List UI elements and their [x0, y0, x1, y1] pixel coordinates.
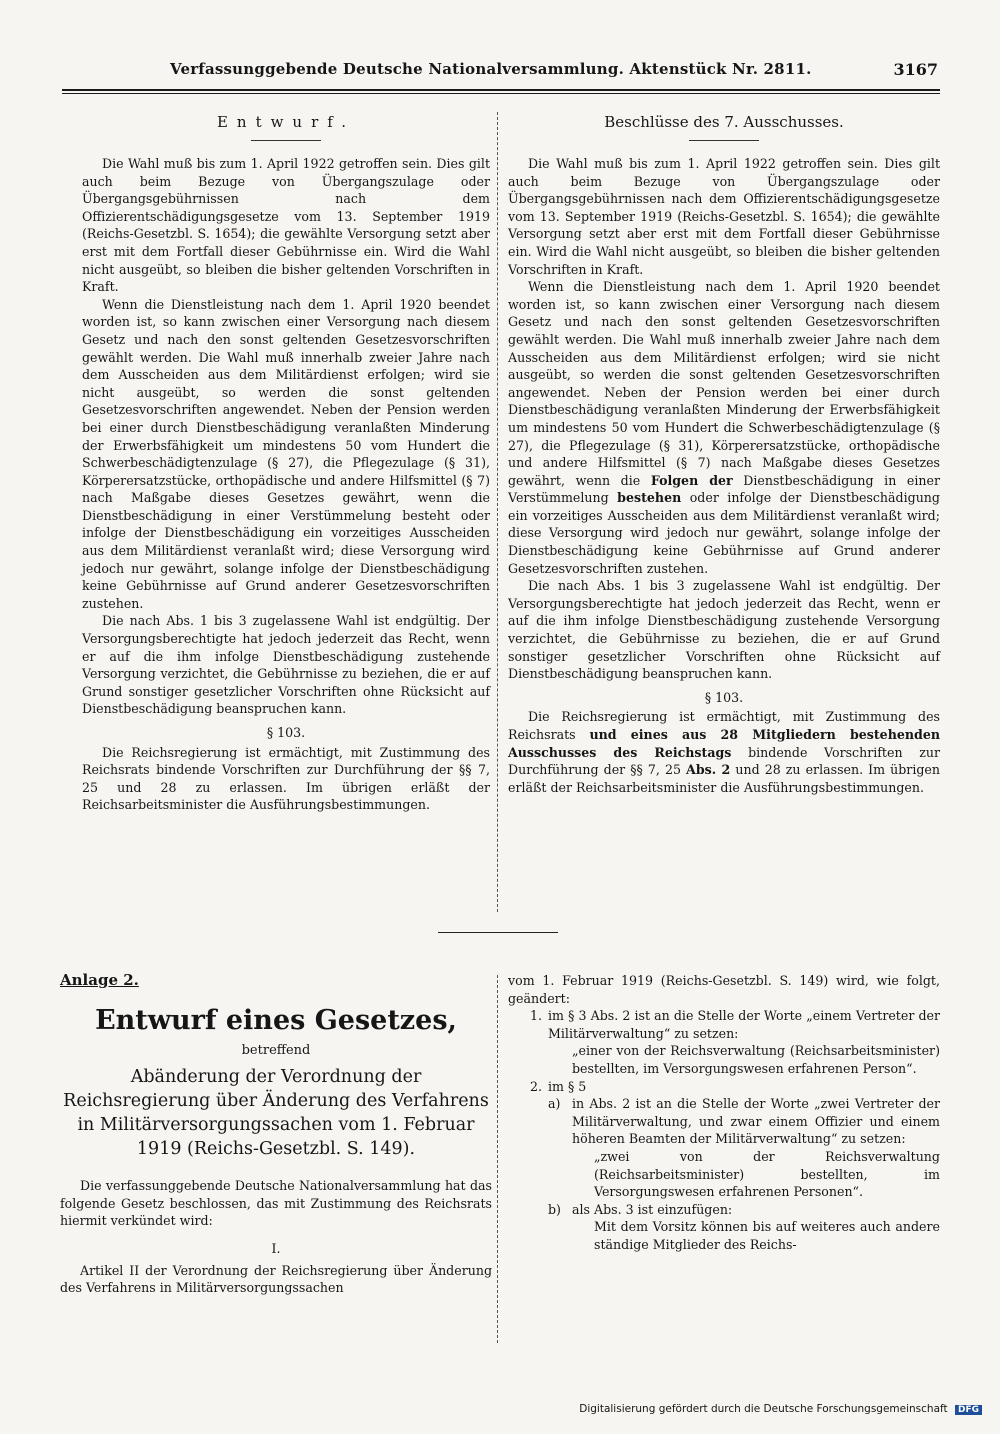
text-run: oder infolge der Dienstbeschädigung ein vorzeitiges Ausscheiden aus dem Militärdienst veranlaßt wird; diese Versorgung wird jedoch nur gewährt, solange infolge der Dienstbeschädigung keine Gebührnisse auf Grund anderer Gesetzesvorschriften zustehen. — [508, 490, 940, 576]
highlighted-change: Abs. 2 — [686, 762, 731, 778]
law-item-2a — [508, 1095, 940, 1148]
column-separator — [497, 112, 498, 912]
header-rule-thin — [62, 93, 940, 94]
text-run: Wenn die Dienstleistung nach dem 1. April 1920 beendet worden ist, so kann zwischen einer Versorgung nach diesem Gesetz und nach den sonst geltenden Gesetzesvorschriften gewählt werden. Die Wahl muß innerhalb zweier Jahre nach dem Ausscheiden aus dem Militärdienst erfolgen; wird sie nicht ausgeübt, so werden die sonst geltenden Gesetzesvorschriften angewendet. Neben der Pension werden bei einer durch Dienstbeschädigung veranlaßten Minderung der Erwerbsfähigkeit um mindestens 50 vom Hundert die Schwerbeschädigtenzulage (§ 27), die Pflegezulage (§ 31), Körperersatzstücke, orthopädische und andere Hilfsmittel (§ 7) nach Maßgabe dieses Gesetzes gewährt, wenn die — [508, 279, 940, 488]
header-rule — [62, 89, 940, 91]
anlage-intro: Die verfassunggebende Deutsche Nationalversammlung hat das folgende Gesetz beschlossen, das mit Zustimmung des Reichsrats hiermit verkündet wird: — [60, 1178, 492, 1229]
law-item-1 — [508, 1007, 940, 1042]
item-text: im § 3 Abs. 2 ist an die Stelle der Worte „einem Vertreter der Militärverwaltung“ zu setzen: — [548, 1008, 940, 1041]
law-item-1-quote: „einer von der Reichsverwaltung (Reichsarbeitsminister) bestellten, im Versorgungswesen erfahrenen Person“. — [572, 1043, 940, 1076]
center-divider-rule — [438, 932, 558, 933]
item-text: in Abs. 2 ist an die Stelle der Worte „zwei Vertreter der Militärverwaltung, und zwar einem Offizier und einem höheren Beamten der Militärverwaltung“ zu setzen: — [572, 1096, 940, 1147]
digitization-footer — [579, 1403, 982, 1415]
right-section-heading: § 103. — [704, 689, 744, 705]
page-number: 3167 — [893, 60, 938, 79]
law-item-2a-quote: „zwei von der Reichsverwaltung (Reichsarbeitsminister) bestellten, im Versorgungswesen erfahrenen Personen“. — [594, 1148, 940, 1200]
left-column-title: Entwurf. — [216, 113, 356, 131]
item-number: a) — [548, 1096, 561, 1112]
highlighted-change: und eines aus 28 Mitgliedern bestehenden Ausschusses des Reichstags — [508, 727, 940, 760]
anlage-label: Anlage 2. — [60, 971, 139, 989]
highlighted-change: bestehen — [617, 490, 682, 506]
text-run: bindende Vorschriften zur Durchführung der §§ 7, 25 — [508, 744, 940, 778]
text-run: Die Reichsregierung ist ermächtigt, mit Zustimmung des Reichsrats — [508, 709, 940, 742]
header-title: Verfassunggebende Deutsche Nationalversammlung. Aktenstück Nr. 2811. — [170, 60, 812, 78]
dfg-logo: DFG — [955, 1405, 982, 1415]
right-section-text — [508, 708, 940, 796]
footer-text: Digitalisierung gefördert durch die Deutsche Forschungsgemeinschaft — [579, 1403, 948, 1415]
left-paragraph-2: Wenn die Dienstleistung nach dem 1. April 1920 beendet worden ist, so kann zwischen einer Versorgung nach diesem Gesetz und nach den sonst geltenden Gesetzesvorschriften gewählt werden. Die Wahl muß innerhalb zweier Jahre nach dem Ausscheiden aus dem Militärdienst erfolgen; wird sie nicht ausgeübt, so werden die sonst geltenden Gesetzesvorschriften angewendet. Neben der Pension werden bei einer durch Dienstbeschädigung veranlaßten Minderung der Erwerbsfähigkeit um mindestens 50 vom Hundert die Schwerbeschädigtenzulage (§ 27), die Pflegezulage (§ 31), Körperersatzstücke, orthopädische und andere Hilfsmittel (§ 7) nach Maßgabe dieses Gesetzes gewährt, wenn die Dienstbeschädigung in einer Verstümmelung besteht oder infolge der Dienstbeschädigung ein vorzeitiges Ausscheiden aus dem Militärdienst veranlaßt wird; diese Versorgung wird jedoch nur gewährt, solange infolge der Dienstbeschädigung keine Gebührnisse auf Grund anderer Gesetzesvorschriften zustehen. — [82, 296, 490, 611]
law-item-2 — [508, 1078, 940, 1096]
right-column-title: Beschlüsse des 7. Ausschusses. — [604, 113, 844, 131]
anlage-section — [60, 972, 492, 1297]
left-paragraph-3: Die nach Abs. 1 bis 3 zugelassene Wahl ist endgültig. Der Versorgungsberechtigte hat jedoch jederzeit das Recht, wenn er auf die ihm infolge Dienstbeschädigung zustehende Versorgung verzichtet, die Gebührnisse zu beziehen, die er auf Grund sonstiger gesetzlicher Vorschriften ohne Rücksicht auf Dienstbeschädigung beanspruchen kann. — [82, 613, 490, 717]
item-number: 2. — [530, 1078, 543, 1094]
anlage-betreffend: betreffend — [241, 1042, 311, 1058]
left-section-heading: § 103. — [266, 725, 306, 740]
item-text: im § 5 — [548, 1078, 587, 1094]
item-text: als Abs. 3 ist einzufügen: — [572, 1201, 733, 1217]
anlage-article: Artikel II der Verordnung der Reichsregierung über Änderung des Verfahrens in Militärversorgungssachen — [60, 1262, 492, 1296]
law-item-2b-quote: Mit dem Vorsitz können bis auf weiteres auch andere ständige Mitglieder des Reichs- — [594, 1219, 940, 1252]
anlage-roman-numeral: I. — [271, 1240, 281, 1256]
law-text-column — [508, 972, 940, 1254]
right-paragraph-3: Die nach Abs. 1 bis 3 zugelassene Wahl ist endgültig. Der Versorgungsberechtigte hat jedoch jederzeit das Recht, wenn er auf die ihm infolge Dienstbeschädigung zustehende Versorgung verzichtet, die Gebührnisse zu beziehen, die er auf Grund sonstiger gesetzlicher Vorschriften ohne Rücksicht auf Dienstbeschädigung beanspruchen kann. — [508, 578, 940, 682]
right-column-committee — [508, 112, 940, 796]
text-run: Dienstbeschädigung in einer Verstümmelung — [508, 472, 940, 506]
highlighted-change: Folgen der — [650, 472, 733, 488]
title-rule — [689, 140, 759, 141]
text-run: und 28 zu erlassen. Im übrigen erläßt der Reichsarbeitsminister die Ausführungsbestimmungen. — [508, 762, 940, 795]
law-item-2b — [508, 1201, 940, 1219]
anlage-subject: Abänderung der Verordnung der Reichsregierung über Änderung des Verfahrens in Militärversorgungssachen vom 1. Februar 1919 (Reichs-Gesetzbl. S. 149). — [63, 1067, 489, 1160]
page-header — [62, 58, 940, 98]
law-continuation: vom 1. Februar 1919 (Reichs-Gesetzbl. S. 149) wird, wie folgt, geändert: — [508, 973, 940, 1006]
title-rule — [251, 140, 321, 141]
item-number: 1. — [530, 1008, 543, 1024]
anlage-heading: Entwurf eines Gesetzes, — [95, 1004, 457, 1036]
left-paragraph-1: Die Wahl muß bis zum 1. April 1922 getroffen sein. Dies gilt auch beim Bezuge von Übergangszulage oder Übergangsgebührnissen nach dem Offizierentschädigungsgesetze vom 13. September 1919 (Reichs-Gesetzbl. S. 1654); die gewählte Versorgung setzt aber erst mit dem Fortfall dieser Gebührnisse ein. Wird die Wahl nicht ausgeübt, so bleiben die bisher geltenden Vorschriften in Kraft. — [82, 156, 490, 295]
left-section-text: Die Reichsregierung ist ermächtigt, mit Zustimmung des Reichsrats bindende Vorschriften zur Durchführung der §§ 7, 25 und 28 zu erlassen. Im übrigen erläßt der Reichsarbeitsminister die Ausführungsbestimmungen. — [82, 744, 490, 813]
right-paragraph-1: Die Wahl muß bis zum 1. April 1922 getroffen sein. Dies gilt auch beim Bezuge von Übergangszulage oder Übergangsgebührnissen nach dem Offizierentschädigungsgesetze vom 13. September 1919 (Reichs-Gesetzbl. S. 1654); die gewählte Versorgung setzt aber erst mit dem Fortfall dieser Gebührnisse ein. Wird die Wahl nicht ausgeübt, so bleiben die bisher geltenden Vorschriften in Kraft. — [508, 156, 940, 277]
item-number: b) — [548, 1201, 561, 1217]
left-column-draft — [82, 112, 490, 814]
column-separator-bottom — [497, 975, 498, 1343]
right-paragraph-2 — [508, 278, 940, 577]
